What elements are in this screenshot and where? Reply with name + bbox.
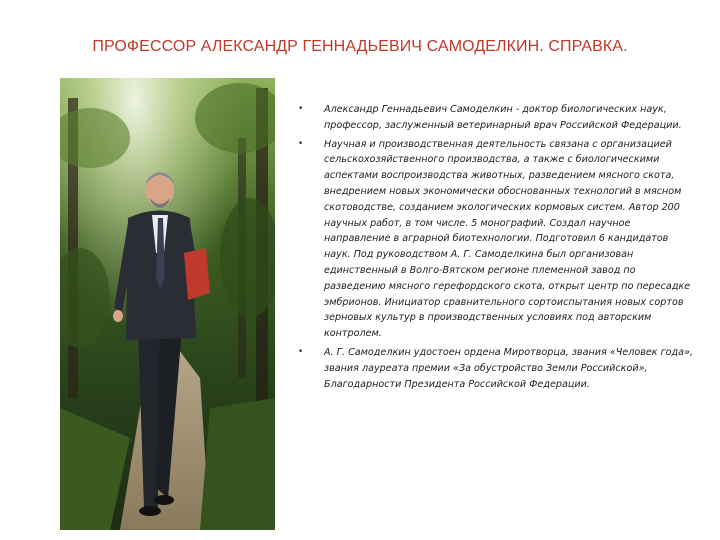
bio-bullet-list [296,102,696,395]
bio-bullet-item [296,137,696,342]
bio-bullet-item [296,345,696,392]
bullet-marker: • [298,346,304,357]
slide-title: ПРОФЕССОР АЛЕКСАНДР ГЕННАДЬЕВИЧ САМОДЕЛКИН. СПРАВКА. [92,38,628,55]
bullet-marker: • [298,138,304,149]
bio-bullet-item [296,102,696,134]
portrait-photo [60,78,275,530]
bullet-text: Александр Геннадьевич Самоделкин - доктор биологических наук, профессор, заслуженный ветеринарный врач Российской Федерации. [324,104,682,131]
bullet-text: Научная и производственная деятельность связана с организацией сельскохозяйственного производства, а также с биологическими аспектами воспроизводства животных, разведением мясного скота, внедрением новых экономически обоснованных технологий в мясном скотоводстве, созданием экологических кормовых систем. Автор 200 научных работ, в том числе. 5 монографий. Создал научное направление в аграрной биотехнологии. Подготовил 6 кандидатов наук. Под руководством А. Г. Самоделкина был организован единственный в Волго-Вятском регионе племенной завод по разведению мясного герефордского скота, открыт центр по пересадке эмбрионов. Инициатор сравнительного сортоиспытания новых сортов зерновых культур в производственных условиях под авторским контролем. [324,138,691,340]
bullet-marker: • [298,104,304,114]
bullet-text: А. Г. Самоделкин удостоен ордена Миротворца, звания «Человек года», звания лауреата премии «За обустройство Земли Российской», Благодарности Президента Российской Федерации. [324,346,693,390]
